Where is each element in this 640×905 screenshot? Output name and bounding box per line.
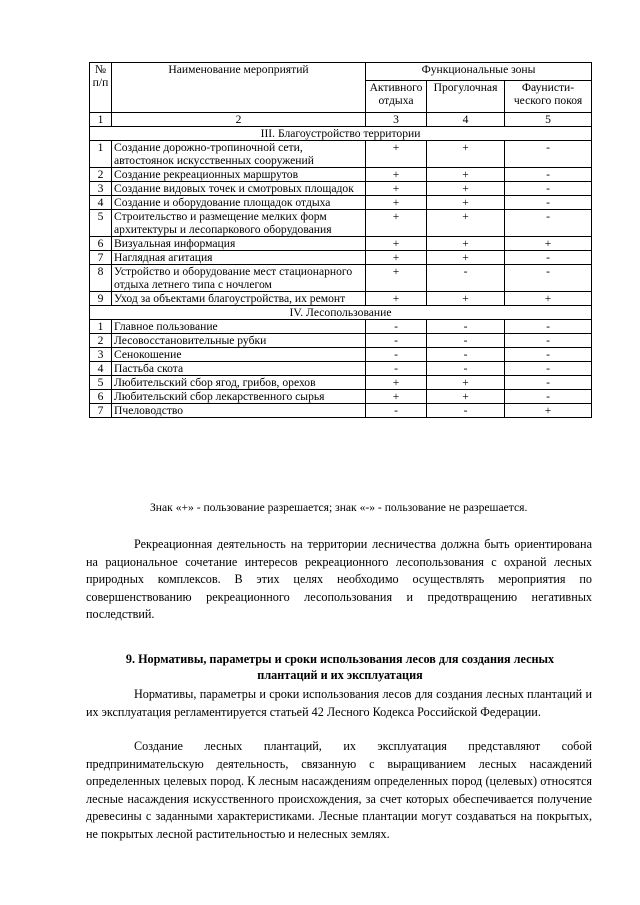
mark-active: +: [366, 182, 427, 196]
table-row: [90, 362, 592, 376]
mark-walking: +: [427, 251, 505, 265]
paragraph-norms: Нормативы, параметры и сроки использования лесов для создания лесных плантаций и их эксплуатация регламентируется статьей 42 Лесного Кодекса Российской Федерации.: [86, 687, 592, 719]
mark-fauna: -: [505, 141, 592, 168]
mark-walking: -: [427, 265, 505, 292]
row-name: Пчеловодство: [112, 404, 366, 418]
header-zone-walking: Прогулочная: [427, 81, 505, 113]
column-number-2: 2: [112, 113, 366, 127]
mark-fauna: -: [505, 362, 592, 376]
mark-active: +: [366, 292, 427, 306]
row-number: 2: [90, 168, 112, 182]
mark-active: +: [366, 251, 427, 265]
row-name: Создание видовых точек и смотровых площадок: [112, 182, 366, 196]
row-name: Главное пользование: [112, 320, 366, 334]
paragraph-recreation: Рекреационная деятельность на территории лесничества должна быть ориентирована на рациональное сочетание интересов рекреационного лесопользования с охраной лесных природных комплексов. В этих целях необходимо осуществлять мероприятия по совершенствованию рекреационного лесопользования и предотвращению негативных последствий.: [86, 537, 592, 621]
row-name: Наглядная агитация: [112, 251, 366, 265]
row-name: Пастьба скота: [112, 362, 366, 376]
row-number: 7: [90, 404, 112, 418]
row-name: Устройство и оборудование мест стационарного отдыха летнего типа с ночлегом: [112, 265, 366, 292]
mark-active: -: [366, 320, 427, 334]
row-name: Любительский сбор лекарственного сырья: [112, 390, 366, 404]
mark-walking: +: [427, 237, 505, 251]
row-name: Сенокошение: [112, 348, 366, 362]
mark-walking: -: [427, 404, 505, 418]
mark-walking: -: [427, 348, 505, 362]
table-row: [90, 320, 592, 334]
mark-walking: +: [427, 292, 505, 306]
row-number: 4: [90, 362, 112, 376]
header-zone-active: Активного отдыха: [366, 81, 427, 113]
table-row: [90, 348, 592, 362]
mark-fauna: -: [505, 320, 592, 334]
functional-zones-table: [89, 62, 592, 418]
row-number: 6: [90, 390, 112, 404]
table-row: [90, 265, 592, 292]
mark-fauna: -: [505, 251, 592, 265]
row-number: 4: [90, 196, 112, 210]
mark-walking: -: [427, 362, 505, 376]
mark-fauna: -: [505, 265, 592, 292]
row-name: Уход за объектами благоустройства, их ремонт: [112, 292, 366, 306]
mark-walking: +: [427, 196, 505, 210]
header-num: № п/п: [90, 63, 112, 113]
header-zone-fauna: Фаунисти-ческого покоя: [505, 81, 592, 113]
table-row: [90, 168, 592, 182]
column-number-3: 3: [366, 113, 427, 127]
mark-fauna: -: [505, 168, 592, 182]
row-number: 8: [90, 265, 112, 292]
row-number: 3: [90, 348, 112, 362]
row-number: 5: [90, 210, 112, 237]
mark-active: +: [366, 210, 427, 237]
mark-active: +: [366, 168, 427, 182]
table-row: [90, 210, 592, 237]
section-row: [90, 306, 592, 320]
mark-walking: +: [427, 168, 505, 182]
row-number: 1: [90, 141, 112, 168]
column-number-5: 5: [505, 113, 592, 127]
mark-walking: +: [427, 182, 505, 196]
mark-fauna: -: [505, 376, 592, 390]
table-row: [90, 141, 592, 168]
row-number: 5: [90, 376, 112, 390]
mark-fauna: -: [505, 334, 592, 348]
mark-active: -: [366, 362, 427, 376]
column-numbers-row: [90, 113, 592, 127]
table-row: [90, 182, 592, 196]
table-row: [90, 251, 592, 265]
mark-fauna: -: [505, 182, 592, 196]
mark-walking: +: [427, 141, 505, 168]
mark-walking: -: [427, 320, 505, 334]
row-number: 9: [90, 292, 112, 306]
row-number: 1: [90, 320, 112, 334]
section-row: [90, 127, 592, 141]
mark-fauna: +: [505, 292, 592, 306]
mark-active: -: [366, 348, 427, 362]
mark-fauna: -: [505, 348, 592, 362]
row-name: Визуальная информация: [112, 237, 366, 251]
mark-fauna: -: [505, 210, 592, 237]
section-title: IV. Лесопользование: [90, 306, 592, 320]
mark-active: +: [366, 196, 427, 210]
header-zones: Функциональные зоны: [366, 63, 592, 81]
table-row: [90, 334, 592, 348]
mark-walking: +: [427, 376, 505, 390]
table-row: [90, 292, 592, 306]
paragraph-plantations: Создание лесных плантаций, их эксплуатация представляют собой предпринимательскую деятельность, связанную с выращиванием лесных насаждений определенных целевых пород. К лесным насаждениям определенных пород (целевых) относятся лесные насаждения искусственного происхождения, за счет которых обеспечивается получение древесины с заданными характеристиками. Лесные плантации могут создаваться на покрытых, не покрытых лесной растительностью и нелесных землях.: [86, 739, 592, 841]
mark-active: +: [366, 141, 427, 168]
row-name: Строительство и размещение мелких форм архитектуры и лесопаркового оборудования: [112, 210, 366, 237]
section-9-heading: 9. Нормативы, параметры и сроки использования лесов для создания лесных плантаций и их эксплуатация: [125, 652, 555, 682]
row-name: Лесовосстановительные рубки: [112, 334, 366, 348]
row-name: Создание дорожно-тропиночной сети, автостоянок искусственных сооружений: [112, 141, 366, 168]
mark-walking: +: [427, 390, 505, 404]
mark-fauna: -: [505, 196, 592, 210]
section-title: III. Благоустройство территории: [90, 127, 592, 141]
mark-walking: -: [427, 334, 505, 348]
row-name: Любительский сбор ягод, грибов, орехов: [112, 376, 366, 390]
column-number-4: 4: [427, 113, 505, 127]
table-row: [90, 196, 592, 210]
mark-active: +: [366, 237, 427, 251]
mark-active: +: [366, 265, 427, 292]
row-name: Создание рекреационных маршрутов: [112, 168, 366, 182]
mark-active: +: [366, 390, 427, 404]
table-row: [90, 404, 592, 418]
header-name: Наименование мероприятий: [112, 63, 366, 113]
mark-fauna: -: [505, 390, 592, 404]
table-row: [90, 237, 592, 251]
row-number: 3: [90, 182, 112, 196]
table-legend: Знак «+» - пользование разрешается; знак «-» - пользование не разрешается.: [150, 501, 528, 514]
mark-fauna: +: [505, 237, 592, 251]
row-number: 2: [90, 334, 112, 348]
mark-walking: +: [427, 210, 505, 237]
mark-active: +: [366, 376, 427, 390]
mark-active: -: [366, 334, 427, 348]
column-number-1: 1: [90, 113, 112, 127]
table-row: [90, 376, 592, 390]
row-number: 6: [90, 237, 112, 251]
mark-active: -: [366, 404, 427, 418]
mark-fauna: +: [505, 404, 592, 418]
row-number: 7: [90, 251, 112, 265]
row-name: Создание и оборудование площадок отдыха: [112, 196, 366, 210]
table-row: [90, 390, 592, 404]
